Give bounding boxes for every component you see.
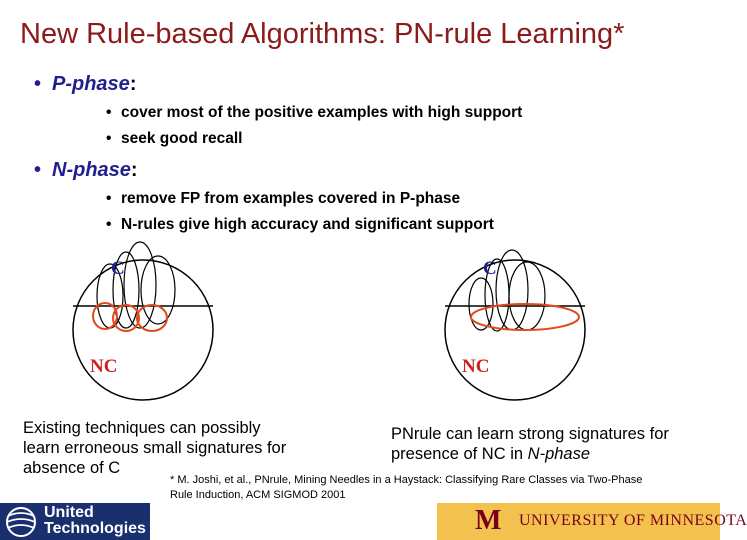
bullet-p-phase: • P-phase:	[34, 73, 137, 95]
n-phase-term: N-phase	[52, 159, 131, 181]
c-label: C	[483, 258, 497, 279]
caption-pnrule: PNrule can learn strong signatures for presence of NC in N-phase	[391, 425, 669, 463]
ut-wordmark: United Technologies	[44, 504, 146, 537]
p-phase-term: P-phase	[52, 73, 130, 95]
slide-title: New Rule-based Algorithms: PN-rule Learning*	[20, 18, 625, 50]
c-label: C	[111, 258, 125, 279]
citation: * M. Joshi, et al., PNrule, Mining Needles in a Haystack: Classifying Rare Classes via Two-Phase Rule Induction, ACM SIGMOD 2001	[170, 474, 643, 501]
nc-label: NC	[90, 356, 118, 377]
small-signature	[137, 305, 167, 331]
sub-bullet: • remove FP from examples covered in P-phase	[106, 190, 461, 207]
sub-bullet: • N-rules give high accuracy and significant support	[106, 216, 494, 233]
outer-circle	[73, 260, 213, 400]
bullet-dot: •	[34, 159, 42, 181]
umn-m-mark: M	[475, 505, 502, 536]
nc-label: NC	[462, 356, 490, 377]
bullet-n-phase: • N-phase:	[34, 159, 138, 181]
sub-bullet: • cover most of the positive examples with high support	[106, 104, 523, 121]
bullet-dot: •	[34, 73, 42, 95]
ut-globe-icon	[4, 506, 38, 538]
caption-existing: Existing techniques can possibly learn erroneous small signatures for absence of C	[23, 419, 287, 477]
umn-wordmark: UNIVERSITY OF MINNESOTA	[519, 512, 747, 529]
sub-bullet: • seek good recall	[106, 130, 243, 147]
